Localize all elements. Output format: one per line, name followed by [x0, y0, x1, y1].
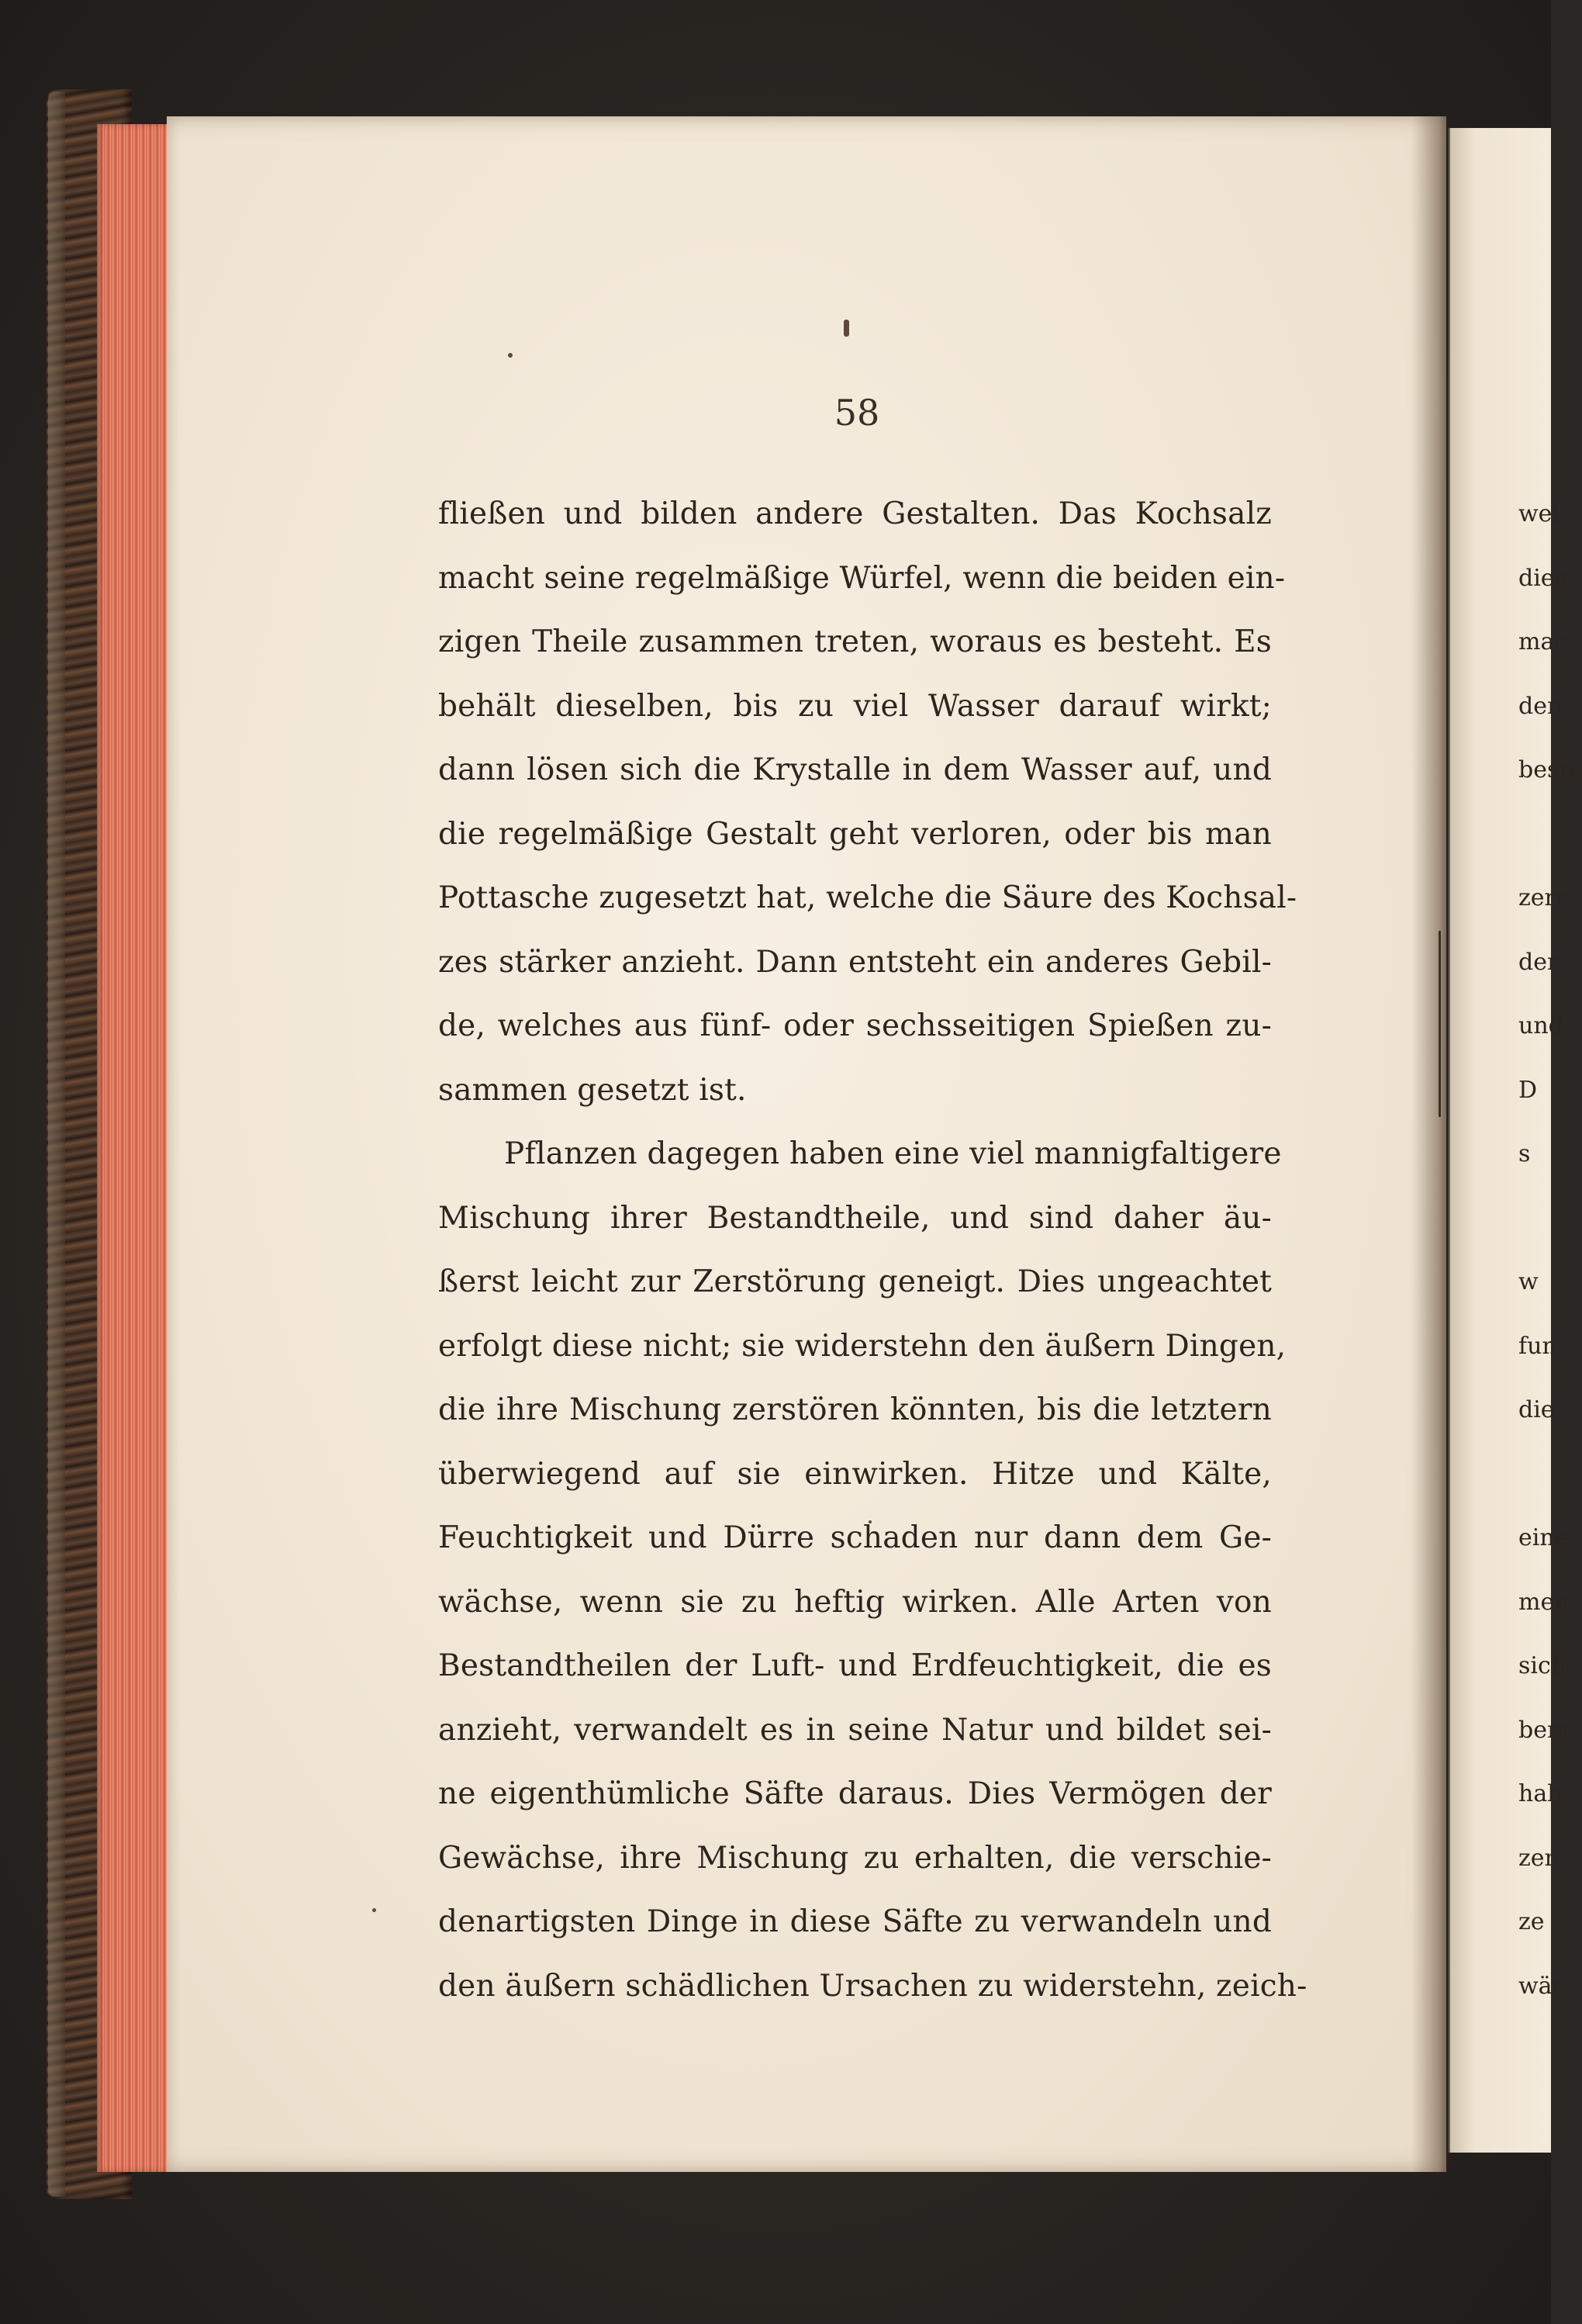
facing-text-fragment: wäc	[1518, 1972, 1566, 2000]
facing-text-fragment: wel	[1518, 500, 1560, 527]
text-line: fließen und bilden andere Gestalten. Das Kochsalz	[438, 496, 1272, 531]
ink-speck	[844, 320, 849, 337]
text-line: de, welches aus fünf- oder sechsseitigen Spießen zu-	[438, 1008, 1272, 1043]
page-body-text	[438, 482, 1307, 2018]
facing-text-fragment: die	[1518, 1396, 1555, 1423]
facing-text-fragment: fun	[1518, 1332, 1557, 1360]
facing-text-fragment: sich	[1518, 1652, 1566, 1679]
text-line: Mischung ihrer Bestandtheile, und sind daher äu-	[438, 1200, 1272, 1236]
text-line: zes stärker anzieht. Dann entsteht ein anderes Gebil-	[438, 944, 1272, 980]
facing-text-fragment: beste	[1518, 756, 1582, 783]
text-line: Gewächse, ihre Mischung zu erhalten, die verschie-	[438, 1840, 1272, 1876]
facing-text-fragment: und	[1518, 1012, 1563, 1039]
text-line: behält dieselben, bis zu viel Wasser darauf wirkt;	[438, 688, 1272, 724]
facing-page-rule	[1439, 931, 1441, 1117]
facing-text-fragment: zerr	[1518, 884, 1567, 911]
facing-text-fragment: ze	[1518, 1908, 1545, 1935]
facing-page-text	[1518, 482, 1582, 2018]
text-line: ne eigenthümliche Säfte daraus. Dies Vermögen der	[438, 1776, 1272, 1811]
text-line: die regelmäßige Gestalt geht verloren, oder bis man	[438, 816, 1272, 852]
text-line: erfolgt diese nicht; sie widerstehn den äußern Dingen,	[438, 1328, 1287, 1364]
text-line: Feuchtigkeit und Dürre schaden nur dann dem Ge-	[438, 1520, 1272, 1555]
facing-text-fragment: eine	[1518, 1524, 1569, 1551]
text-line: zigen Theile zusammen treten, woraus es besteht. Es	[438, 624, 1272, 659]
text-line: Bestandtheilen der Luft- und Erdfeuchtigkeit, die es	[438, 1648, 1272, 1683]
facing-text-fragment: der	[1518, 948, 1559, 976]
facing-text-fragment: men	[1518, 1588, 1570, 1616]
text-line: wächse, wenn sie zu heftig wirken. Alle Arten von	[438, 1584, 1272, 1620]
facing-text-fragment: D	[1518, 1076, 1538, 1104]
facing-text-fragment: mac	[1518, 628, 1568, 655]
text-line: macht seine regelmäßige Würfel, wenn die beiden ein-	[438, 560, 1286, 596]
facing-text-fragment: hab	[1518, 1780, 1563, 1807]
text-line: Pottasche zugesetzt hat, welche die Säure des Kochsal-	[438, 880, 1297, 915]
facing-text-fragment	[1518, 803, 1553, 867]
facing-text-fragment	[1518, 1187, 1553, 1251]
facing-text-fragment: dies	[1518, 564, 1566, 592]
facing-text-fragment: zen	[1518, 1844, 1560, 1872]
text-line: denartigsten Dinge in diese Säfte zu verwandeln und	[438, 1904, 1272, 1939]
ink-speck	[372, 1908, 376, 1912]
text-line: die ihre Mischung zerstören könnten, bis die letztern	[438, 1392, 1272, 1427]
ink-speck	[508, 353, 513, 358]
text-line: Pflanzen dagegen haben eine viel mannigfaltigere	[504, 1136, 1282, 1171]
facing-text-fragment: w	[1518, 1268, 1539, 1295]
gutter-shadow	[1411, 116, 1450, 2172]
text-line: dann lösen sich die Krystalle in dem Wasser auf, und	[438, 752, 1272, 787]
text-line: anzieht, verwandelt es in seine Natur und bildet sei-	[438, 1712, 1272, 1748]
text-line: überwiegend auf sie einwirken. Hitze und Kälte,	[438, 1456, 1272, 1492]
cover-edge	[48, 92, 65, 2197]
page-number: 58	[834, 392, 880, 434]
text-line: sammen gesetzt ist.	[438, 1072, 747, 1108]
page-edges	[97, 124, 171, 2172]
facing-text-fragment: den	[1518, 692, 1563, 720]
facing-text-fragment	[1518, 1443, 1553, 1507]
text-line: den äußern schädlichen Ursachen zu widerstehn, zeich-	[438, 1968, 1307, 2004]
facing-text-fragment: s	[1518, 1140, 1531, 1167]
facing-text-fragment: bem	[1518, 1716, 1570, 1744]
text-line: ßerst leicht zur Zerstörung geneigt. Dies ungeachtet	[438, 1264, 1272, 1299]
